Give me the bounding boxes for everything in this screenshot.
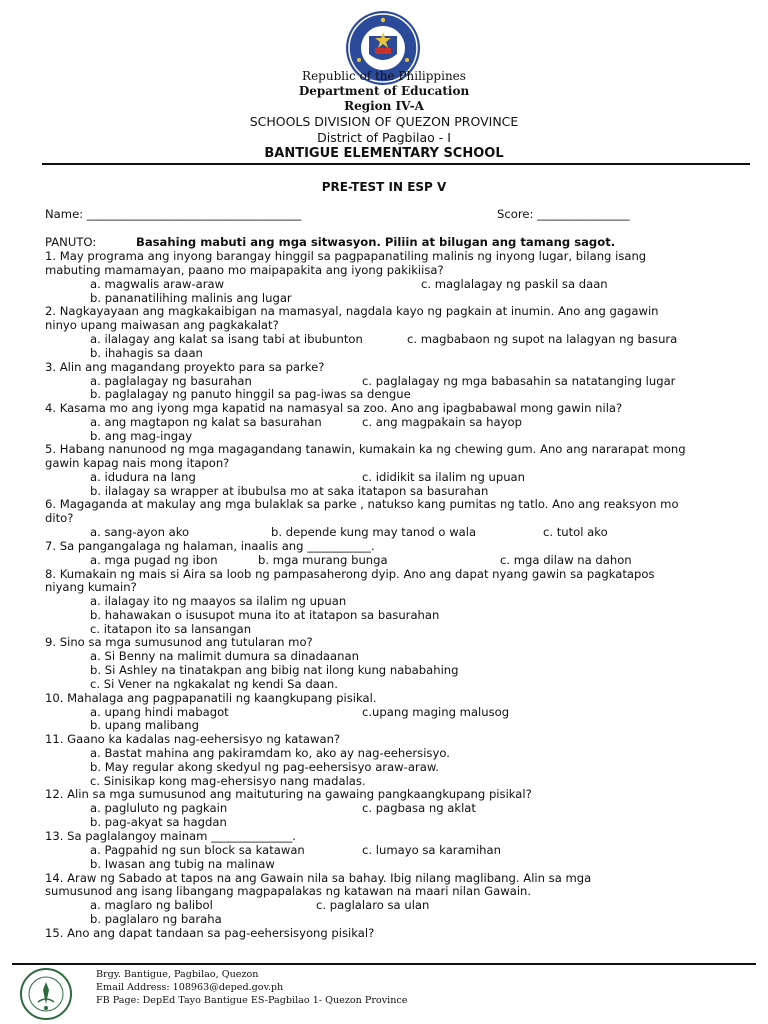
question-9-option-a: a. Si Benny na malimit dumura sa dinadaanan [90, 649, 359, 663]
question-5-option-b: b. ilalagay sa wrapper at ibubulsa mo at saka itatapon sa basurahan [90, 484, 489, 498]
instructions-text: Basahing mabuti ang mga sitwasyon. Piliin at bilugan ang tamang sagot. [136, 235, 616, 249]
question-4: 4. Kasama mo ang iyong mga kapatid na namasyal sa zoo. Ano ang ipagbabawal mong gawin nila? [45, 401, 623, 415]
question-13: 13. Sa paglalangoy mainam ______________. [45, 829, 296, 843]
republic-text: Republic of the Philippines [302, 69, 466, 83]
question-12-option-a: a. pagluluto ng pagkain [90, 801, 228, 815]
question-7-option-a: a. mga pugad ng ibon [90, 553, 218, 567]
question-3-option-b: b. paglalagay ng panuto hinggil sa pag-iwas sa dengue [90, 387, 411, 401]
instructions-label: PANUTO: [45, 235, 97, 249]
question-1-line-2: mabuting mamamayan, paano mo maipapakita ang iyong pakikiisa? [45, 263, 444, 277]
question-10-option-a: a. upang hindi mabagot [90, 705, 229, 719]
question-14-line-2: sumusunod ang isang libangang magpapalakas ng katawan na maari nilan Gawain. [45, 884, 532, 898]
question-2-option-c: c. magbabaon ng supot na lalagyan ng basura [407, 332, 678, 346]
district-text: District of Pagbilao - I [317, 130, 451, 145]
footer-address: Brgy. Bantigue, Pagbilao, Quezon [96, 969, 259, 980]
school-logo [20, 968, 72, 1020]
question-7-option-b: b. mga murang bunga [258, 553, 388, 567]
question-6-option-c: c. tutol ako [543, 525, 608, 539]
question-3-option-a: a. paglalagay ng basurahan [90, 374, 252, 388]
question-11: 11. Gaano ka kadalas nag-eehersisyo ng katawan? [45, 732, 341, 746]
question-15: 15. Ano ang dapat tandaan sa pag-eehersisyong pisikal? [45, 926, 375, 940]
test-title: PRE-TEST IN ESP V [321, 180, 447, 194]
question-5-option-a: a. idudura na lang [90, 470, 196, 484]
school-name: BANTIGUE ELEMENTARY SCHOOL [264, 146, 504, 161]
footer-divider [12, 963, 756, 965]
question-11-option-c: c. Sinisikap kong mag-ehersisyo nang madalas. [90, 774, 366, 788]
region-text: Region IV-A [344, 99, 424, 113]
score-field-label: Score: ________________ [497, 207, 630, 221]
question-8-option-b: b. hahawakan o isusupot muna ito at itatapon sa basurahan [90, 608, 440, 622]
question-11-option-a: a. Bastat mahina ang pakiramdam ko, ako ay nag-eehersisyo. [90, 746, 450, 760]
footer-fb-page: FB Page: DepEd Tayo Bantigue ES-Pagbilao 1- Quezon Province [96, 995, 408, 1006]
question-4-option-b: b. ang mag-ingay [90, 429, 193, 443]
question-14-option-c: c. paglalaro sa ulan [316, 898, 430, 912]
question-2-option-a: a. ilalagay ang kalat sa isang tabi at ibubunton [90, 332, 363, 346]
question-6-line-2: dito? [45, 511, 74, 525]
question-14-option-a: a. maglaro ng balibol [90, 898, 213, 912]
name-field-label: Name: _____________________________________ [45, 207, 302, 221]
question-12-option-c: c. pagbasa ng aklat [362, 801, 476, 815]
question-5-line-1: 5. Habang nanunood ng mga magagandang tanawin, kumakain ka ng chewing gum. Ano ang nararapat mong [45, 442, 686, 456]
question-10: 10. Mahalaga ang pagpapanatili ng kaangkupang pisikal. [45, 691, 377, 705]
question-5-option-c: c. ididikit sa ilalim ng upuan [362, 470, 525, 484]
question-2-option-b: b. ihahagis sa daan [90, 346, 203, 360]
question-2-line-2: ninyo upang maiwasan ang pagkakalat? [45, 318, 279, 332]
footer-email: Email Address: 108963@deped.gov.ph [96, 982, 284, 993]
header-divider [42, 163, 750, 165]
question-12: 12. Alin sa mga sumusunod ang maituturing na gawaing pangkaangkupang pisikal? [45, 787, 532, 801]
question-3: 3. Alin ang magandang proyekto para sa parke? [45, 360, 325, 374]
question-8-option-a: a. ilalagay ito ng maayos sa ilalim ng upuan [90, 594, 347, 608]
question-13-option-c: c. lumayo sa karamihan [362, 843, 501, 857]
question-9-option-b: b. Si Ashley na tinatakpan ang bibig nat ilong kung nababahing [90, 663, 459, 677]
question-1-option-c: c. maglalagay ng paskil sa daan [421, 277, 608, 291]
question-8-option-c: c. itatapon ito sa lansangan [90, 622, 252, 636]
question-14-option-b: b. paglalaro ng baraha [90, 912, 222, 926]
question-1-option-a: a. magwalis araw-araw [90, 277, 225, 291]
question-11-option-b: b. May regular akong skedyul ng pag-eehersisyo araw-araw. [90, 760, 439, 774]
question-12-option-b: b. pag-akyat sa hagdan [90, 815, 227, 829]
question-14-line-1: 14. Araw ng Sabado at tapos na ang Gawain nila sa bahay. Ibig nilang maglibang. Alin sa mga [45, 871, 592, 885]
question-1-line-1: 1. May programa ang inyong barangay hinggil sa pagpapanatiling malinis ng inyong lugar, bilang isang [45, 249, 647, 263]
question-9-option-c: c. Si Vener na ngkakalat ng kendi Sa daan. [90, 677, 338, 691]
question-1-option-b: b. pananatilihing malinis ang lugar [90, 291, 292, 305]
question-13-option-b: b. Iwasan ang tubig na malinaw [90, 857, 275, 871]
question-10-option-c: c.upang maging malusog [362, 705, 510, 719]
department-text: Department of Education [298, 84, 470, 98]
question-4-option-c: c. ang magpakain sa hayop [362, 415, 522, 429]
question-7-option-c: c. mga dilaw na dahon [500, 553, 632, 567]
question-3-option-c: c. paglalagay ng mga babasahin sa natatanging lugar [362, 374, 676, 388]
division-text: SCHOOLS DIVISION OF QUEZON PROVINCE [249, 114, 519, 129]
question-6-line-1: 6. Magaganda at makulay ang mga bulaklak sa parke , natukso kang pumitas ng tatlo. Ano ang reaksyon mo [45, 497, 679, 511]
question-4-option-a: a. ang magtapon ng kalat sa basurahan [90, 415, 322, 429]
question-2-line-1: 2. Nagkayayaan ang magkakaibigan na mamasyal, nagdala kayo ng pagkain at inumin. Ano ang gagawin [45, 304, 659, 318]
question-13-option-a: a. Pagpahid ng sun block sa katawan [90, 843, 305, 857]
question-6-option-b: b. depende kung may tanod o wala [271, 525, 477, 539]
question-8-line-2: niyang kumain? [45, 580, 137, 594]
question-8-line-1: 8. Kumakain ng mais si Aira sa loob ng pampasaherong dyip. Ano ang dapat nyang gawin sa pagkatapos [45, 567, 655, 581]
question-9: 9. Sino sa mga sumusunod ang tutularan mo? [45, 635, 313, 649]
question-10-option-b: b. upang malibang [90, 718, 199, 732]
question-5-line-2: gawin kapag nais mong itapon? [45, 456, 230, 470]
question-6-option-a: a. sang-ayon ako [90, 525, 190, 539]
question-7: 7. Sa pangangalaga ng halaman, inaalis ang ___________. [45, 539, 375, 553]
